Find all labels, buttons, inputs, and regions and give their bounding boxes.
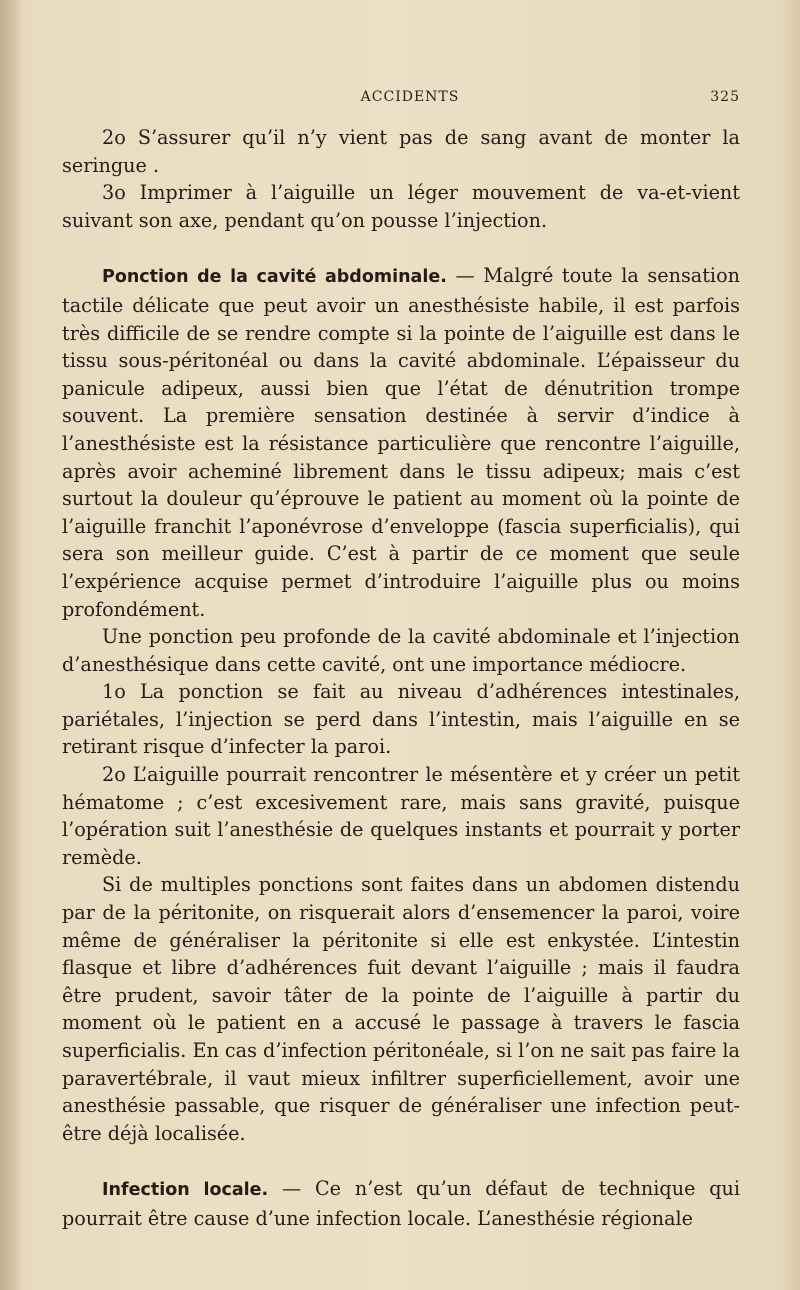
paragraph-multiples-ponctions: Si de multiples ponctions sont faites dans un abdomen distendu par de la péritonite, on risquerait alors d’ensemencer la paroi, voire même de généraliser la péritonite si elle est enkystée. L’intestin flasque et libre d’adhérences fuit devant l’aiguille ; mais il faudra être prudent, savoir tâter de la pointe de l’aiguille à partir du moment où le patient en a accusé le passage à travers le fascia superficialis. En cas d’infection péritonéale, si l’on ne sait pas faire la paravertébrale, il vaut mieux infiltrer superficiellement, avoir une anesthésie passable, que risquer de généraliser une infection peut-être déjà localisée. — [62, 873, 740, 1145]
section-heading-infection: Infection locale. — [102, 1180, 269, 1201]
paragraph-ponction-peu-profonde: Une ponction peu profonde de la cavité abdominale et l’injection d’anesthésique dans cette cavité, ont une importance médiocre. — [62, 625, 740, 676]
page-body — [62, 124, 740, 1233]
running-header — [80, 89, 740, 111]
running-title: ACCIDENTS — [360, 89, 460, 105]
paragraph-step-3-move-needle: 3o Imprimer à l’aiguille un léger mouvement de va-et-vient suivant son axe, pendant qu’on pousse l’injection. — [62, 181, 740, 232]
paragraph-ponction-abdominale: Ponction de la cavité abdominale. — Malgré toute la sensation tactile délicate que peut avoir un anesthésiste habile, il est parfois très difficile de se rendre compte si la pointe de l’aiguille est dans le tissu sous-péritonéal ou dans la cavité abdominale. L’épaisseur du panicule adipeux, aussi bien que l’état de dénutrition trompe souvent. La première sensation destinée à servir d’indice à l’anesthésiste est la résistance particulière que rencontre l’aiguille, après avoir acheminé librement dans le tissu adipeux; mais c’est surtout la douleur qu’éprouve le patient au moment où la pointe de l’aiguille franchit l’aponévrose d’enveloppe (fascia superficialis), qui sera son meilleur guide. C’est à partir de ce moment que seule l’expérience acquise permet d’introduire l’aiguille plus ou moins profondément. — [62, 264, 740, 621]
paragraph-step-2-check-blood: 2o S’assurer qu’il n’y vient pas de sang avant de monter la seringue . — [62, 126, 740, 177]
page-binding-edge — [0, 0, 22, 1290]
page-number: 325 — [710, 89, 740, 105]
paragraph-point-2-mesentere: 2o L’aiguille pourrait rencontrer le mésentère et y créer un petit hématome ; c’est excesivement rare, mais sans gravité, puisque l’opération suit l’anesthésie de quelques instants et pourrait y porter remède. — [62, 763, 740, 869]
section-heading-ponction: Ponction de la cavité abdominale. — [102, 267, 447, 288]
paragraph-point-1-adherences: 1o La ponction se fait au niveau d’adhérences intestinales, pariétales, l’injection se perd dans l’intestin, mais l’aiguille en se retirant risque d’infecter la paroi. — [62, 680, 740, 759]
paragraph-infection-locale: Infection locale. — Ce n’est qu’un défaut de technique qui pourrait être cause d’une infection locale. L’anesthésie régionale — [62, 1177, 741, 1230]
